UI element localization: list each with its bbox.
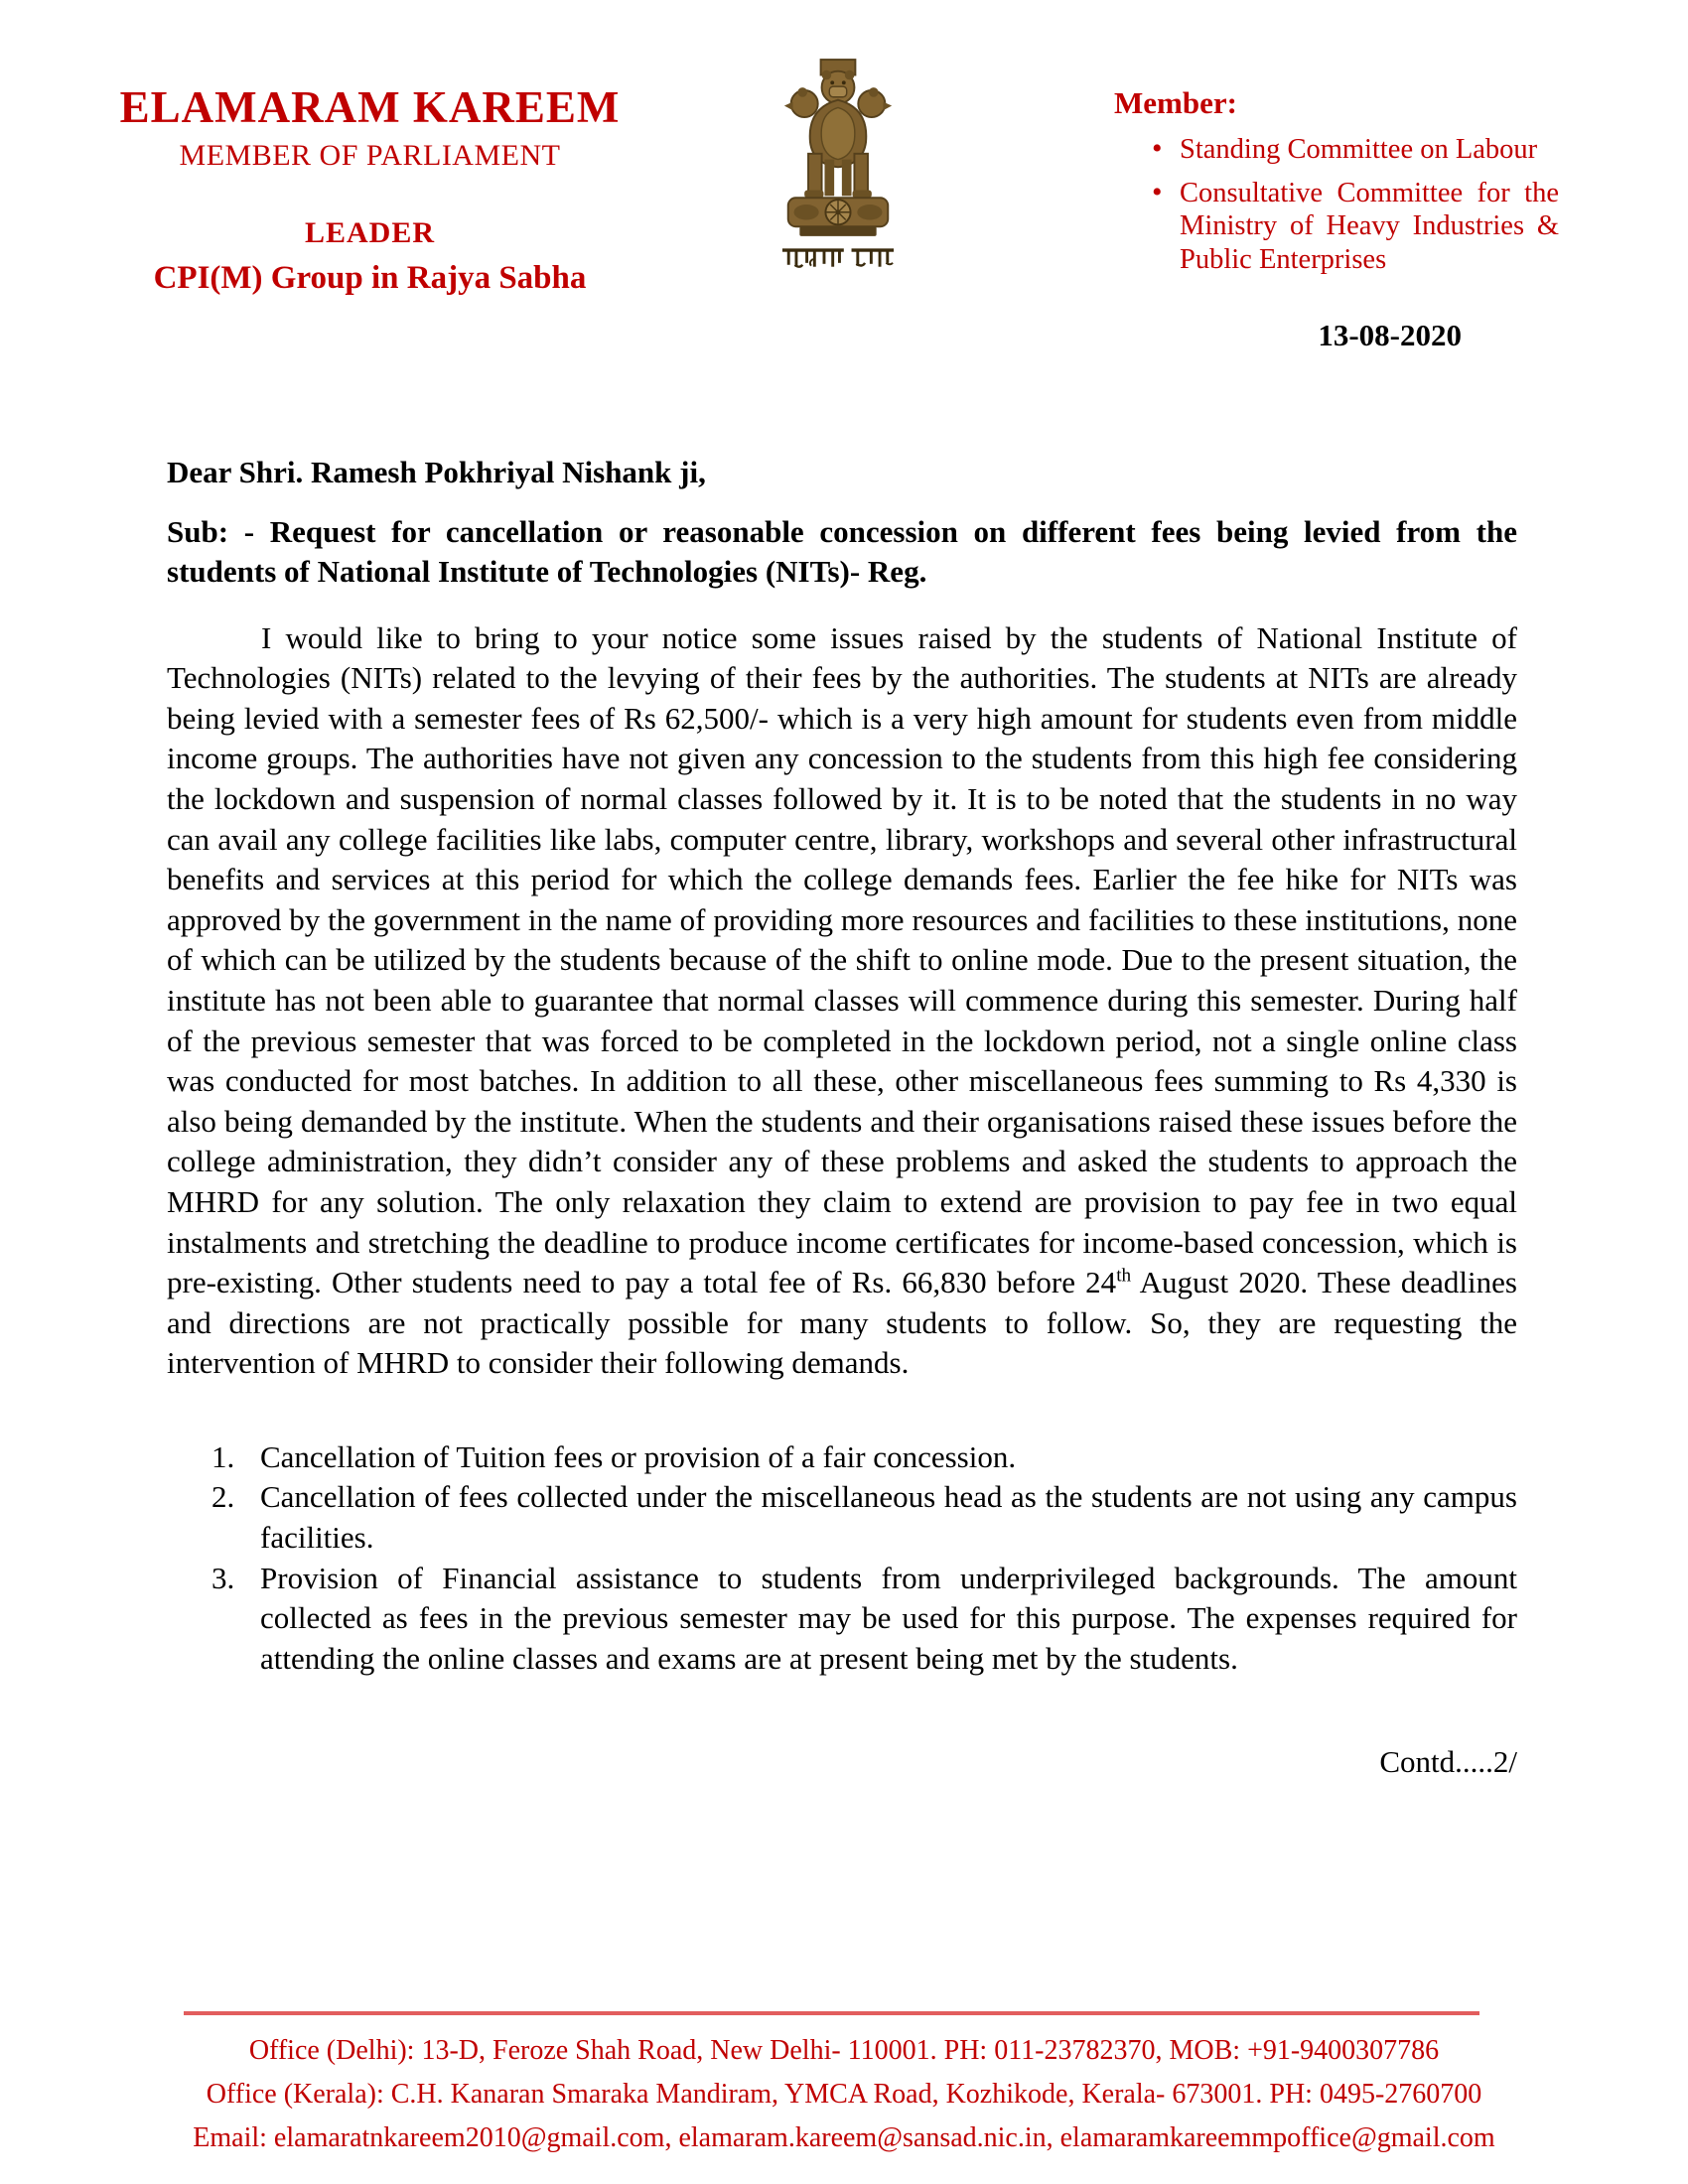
membership-list [1114, 133, 1559, 277]
lion-capital-emblem-icon [780, 58, 896, 238]
footer-office-kerala: Office (Kerala): C.H. Kanaran Smaraka Mandiram, YMCA Road, Kozhikode, Kerala- 673001. PH: 0495-2760700 [206, 2079, 1482, 2110]
national-emblem [773, 58, 904, 276]
footer-email: Email: elamaratnkareem2010@gmail.com, elamaram.kareem@sansad.nic.in, elamaramkareemmpoffice@gmail.com [193, 2122, 1495, 2153]
member-heading: Member: [1114, 85, 1237, 120]
body-text-part2: August 2020. These deadlines and directions are not practically possible for many students to follow. So, they are requesting the intervention of MHRD to consider their following demands. [167, 1265, 1517, 1381]
body-text-part1: I would like to bring to your notice some issues raised by the students of National Institute of Technologies (NITs) related to the levying of their fees by the authorities. The students at NITs are already being levied with a semester fees of Rs 62,500/- which is a very high amount for students even from middle income groups. The authorities have not given any concession to the students from this high fee considering the lockdown and suspension of normal classes followed by it. It is to be noted that the students in no way can avail any college facilities like labs, computer centre, library, workshops and several other infrastructural benefits and services at this period for which the college demands fees. Earlier the fee hike for NITs was approved by the government in the name of providing more resources and facilities to these institutions, none of which can be utilized by the students because of the shift to online mode. Due to the present situation, the institute has not been able to guarantee that normal classes will commence during this semester. During half of the previous semester that was forced to be completed in the lockdown period, not a single online class was conducted for most batches. In addition to all these, other miscellaneous fees summing to Rs 4,330 is also being demanded by the institute. When the students and their organisations raised these issues before the college administration, they didn’t consider any of these problems and asked the students to approach the MHRD for any solution. The only relaxation they claim to extend are provision to pay fee in two equal instalments and stretching the deadline to produce income certificates for income-based concession, which is pre-existing. Other students need to pay a total fee of Rs. 66,830 before 24 [167, 619, 1517, 1300]
salutation: Dear Shri. Ramesh Pokhriyal Nishank ji, [167, 455, 706, 489]
membership-item [1152, 175, 1559, 277]
footer-office-delhi: Office (Delhi): 13-D, Feroze Shah Road, New Delhi- 110001. PH: 011-23782370, MOB: +91-9400307786 [248, 2035, 1440, 2066]
bullet-icon: • [1152, 132, 1163, 165]
letter-date: 13-08-2020 [1318, 318, 1462, 352]
footer-divider [184, 2011, 1479, 2015]
body-paragraph [167, 618, 1517, 1384]
mp-role: MEMBER OF PARLIAMENT [179, 139, 561, 173]
demand-item: Cancellation of fees collected under the miscellaneous head as the students are not using any campus facilities. [260, 1479, 1517, 1556]
membership-label: Consultative Committee for the Ministry of Heavy Industries & Public Enterprises [1180, 177, 1559, 275]
satyameva-jayate-motto-icon [780, 245, 896, 271]
leader-group: CPI(M) Group in Rajya Sabha [153, 260, 587, 297]
letterhead-identity [99, 84, 640, 297]
memberships-block [1114, 85, 1559, 287]
footer [0, 2029, 1688, 2160]
demand-item: Provision of Financial assistance to students from underprivileged backgrounds. The amount collected as fees in the previous semester may be used for this purpose. The expenses required for attending the online classes and exams are at present being met by the students. [260, 1560, 1517, 1676]
bullet-icon: • [1152, 175, 1163, 208]
ordinal-superscript: th [1116, 1265, 1132, 1287]
demands-list [167, 1437, 1517, 1680]
continuation-note: Contd.....2/ [1379, 1744, 1517, 1780]
mp-name: ELAMARAM KAREEM [119, 82, 621, 132]
demand-item: Cancellation of Tuition fees or provision of a fair concession. [260, 1438, 1017, 1474]
membership-item [1152, 132, 1559, 167]
leader-title: LEADER [304, 216, 436, 250]
membership-label: Standing Committee on Labour [1180, 134, 1538, 165]
letter-content [167, 455, 1517, 1780]
subject-line: Sub: - Request for cancellation or reasonable concession on different fees being levied from the students of National Institute of Technologies (NITs)- Reg. [167, 514, 1517, 590]
